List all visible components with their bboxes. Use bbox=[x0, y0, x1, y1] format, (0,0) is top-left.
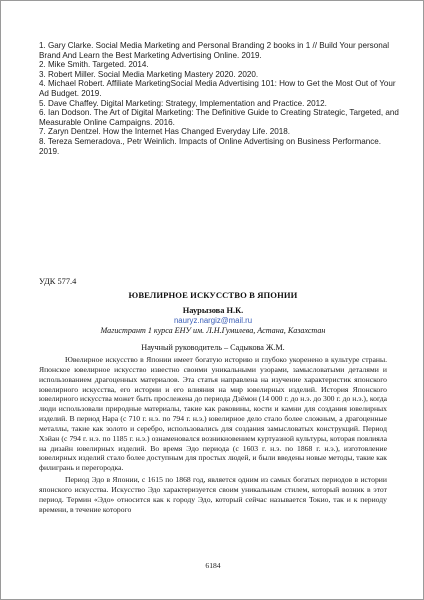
article-title: ЮВЕЛИРНОЕ ИСКУССТВО В ЯПОНИИ bbox=[128, 290, 298, 300]
reference-item: 5. Dave Chaffey. Digital Marketing: Strategy, Implementation and Practice. 2012. bbox=[39, 98, 327, 108]
reference-item: 1. Gary Clarke. Social Media Marketing and Personal Branding 2 books in 1 // Build Your personal Brand And Learn the Best Marketing Advertising Online. 2019. bbox=[39, 41, 390, 60]
page-number: 6184 bbox=[205, 561, 221, 570]
reference-item: 4. Michael Robert. Affiliate MarketingSocial Media Advertising 101: How to Get the Most Out of Your Ad Budget. 2019. bbox=[39, 79, 396, 98]
author-affiliation: Магистрант 1 курса ЕНУ им. Л.Н.Гумилева, Астана, Казахстан bbox=[100, 326, 326, 335]
reference-item: 6. Ian Dodson. The Art of Digital Marketing: The Definitive Guide to Creating Strategic, Targeted, and Measurable Online Campaigns. 2016. bbox=[39, 108, 399, 127]
reference-item: 3. Robert Miller. Social Media Marketing Mastery 2020. 2020. bbox=[39, 69, 259, 79]
body-paragraph: Период Эдо в Японии, с 1615 по 1868 год, является одним из самых богатых периодов в истории японского искусства. Искусство Эдо характеризуется своим уникальным стилем, который возник в этот период. Термин «Эдо» относится как к городу Эдо, который сейчас называется Токио, так и к периоду времени, в течение которого bbox=[39, 475, 387, 514]
udc-code: УДК 577.4 bbox=[39, 277, 77, 286]
reference-list bbox=[39, 41, 399, 156]
article-body bbox=[39, 355, 387, 517]
reference-item: 7. Zaryn Dentzel. How the Internet Has Changed Everyday Life. 2018. bbox=[39, 127, 291, 137]
author-name: Наурызова Н.К. bbox=[182, 306, 244, 315]
reference-item: 2. Mike Smith. Targeted. 2014. bbox=[39, 60, 149, 70]
body-paragraph: Ювелирное искусство в Японии имеет богатую историю и глубоко укоренено в культуре страны. Японское ювелирное искусство известно своими уникальными узорами, замысловатыми деталями и использованием драгоценных материалов. Эта статья направлена на изучение характеристик японского ювелирного искусства, его истории и его влияния на мир ювелирных изделий. История Японского ювелирного искусства может быть прослежена до периода Дзёмон (14 000 г. до н.э. до 300 г. до н.э.), когда люди использовали природные материалы, такие как раковины, кости и камни для создания ювелирных изделий. В период Нара (с 710 г. н.э. по 794 г. н.э.) ювелирное дело стало более сложным, а драгоценные металлы, такие как золото и серебро, использовались для создания замысловатых конструкций. Период Хэйан (с 794 г. н.э. по 1185 г. н.э.) ознаменовался возникновением куртуазной культуры, которая повлияла на дизайн ювелирных изделий. Во время Эдо периода (с 1603 г. н.э. по 1868 г. н.э.), изготовление ювелирных изделий стало более доступным для простых людей, и были введены новые методы, такие как филигрань и перегородка. bbox=[39, 355, 387, 473]
scientific-supervisor: Научный руководитель – Садыкова Ж.М. bbox=[141, 343, 285, 352]
author-email-link[interactable]: nauryz.nargiz@mail.ru bbox=[173, 316, 253, 325]
reference-item: 8. Tereza Semeradova., Petr Weinlich. Impacts of Online Advertising on Business Performance. 2019. bbox=[39, 136, 382, 156]
